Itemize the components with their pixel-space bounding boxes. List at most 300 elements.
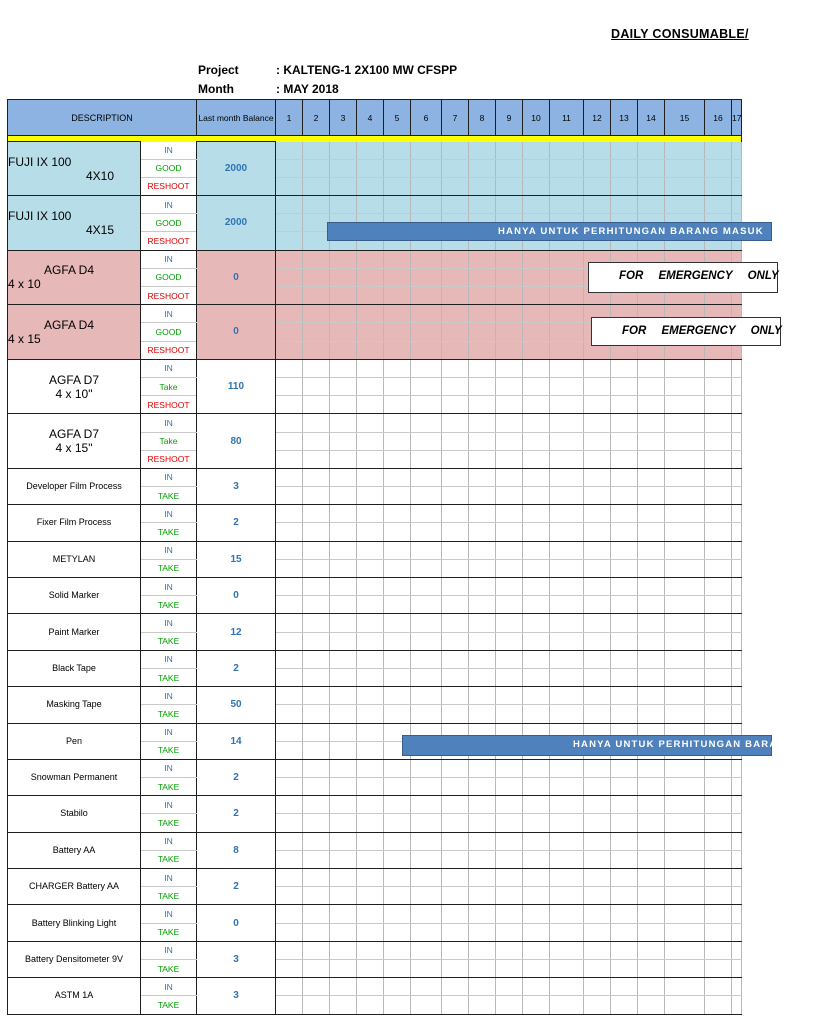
day-cell[interactable]	[496, 541, 523, 559]
day-cell[interactable]	[303, 377, 330, 395]
day-cell[interactable]	[732, 159, 742, 177]
day-cell[interactable]	[705, 850, 732, 868]
day-cell[interactable]	[442, 487, 469, 505]
day-cell[interactable]	[611, 850, 638, 868]
day-cell[interactable]	[384, 778, 411, 796]
day-cell[interactable]	[384, 268, 411, 286]
day-cell[interactable]	[411, 632, 442, 650]
day-cell[interactable]	[411, 978, 442, 996]
day-cell[interactable]	[442, 632, 469, 650]
day-cell[interactable]	[584, 850, 611, 868]
day-cell[interactable]	[330, 741, 357, 759]
day-cell[interactable]	[550, 541, 584, 559]
day-cell[interactable]	[611, 159, 638, 177]
day-cell[interactable]	[442, 505, 469, 523]
day-cell[interactable]	[496, 814, 523, 832]
day-cell[interactable]	[732, 978, 742, 996]
day-cell[interactable]	[732, 887, 742, 905]
day-cell[interactable]	[665, 432, 705, 450]
day-cell[interactable]	[550, 578, 584, 596]
day-cell[interactable]	[303, 687, 330, 705]
day-cell[interactable]	[469, 959, 496, 977]
day-cell[interactable]	[665, 159, 705, 177]
day-cell[interactable]	[442, 142, 469, 160]
day-cell[interactable]	[665, 632, 705, 650]
day-cell[interactable]	[411, 832, 442, 850]
day-cell[interactable]	[303, 559, 330, 577]
day-cell[interactable]	[411, 414, 442, 432]
day-cell[interactable]	[732, 941, 742, 959]
day-cell[interactable]	[469, 869, 496, 887]
day-cell[interactable]	[303, 250, 330, 268]
day-cell[interactable]	[665, 559, 705, 577]
day-cell[interactable]	[611, 869, 638, 887]
day-cell[interactable]	[303, 941, 330, 959]
day-cell[interactable]	[550, 341, 584, 359]
day-cell[interactable]	[411, 996, 442, 1014]
day-cell[interactable]	[523, 250, 550, 268]
day-cell[interactable]	[496, 287, 523, 305]
day-cell[interactable]	[705, 196, 732, 214]
day-cell[interactable]	[638, 487, 665, 505]
day-cell[interactable]	[411, 559, 442, 577]
day-cell[interactable]	[384, 432, 411, 450]
day-cell[interactable]	[411, 341, 442, 359]
day-cell[interactable]	[584, 668, 611, 686]
day-cell[interactable]	[357, 705, 384, 723]
day-cell[interactable]	[330, 468, 357, 486]
day-cell[interactable]	[523, 759, 550, 777]
day-cell[interactable]	[442, 359, 469, 377]
day-cell[interactable]	[550, 450, 584, 468]
day-cell[interactable]	[357, 632, 384, 650]
day-cell[interactable]	[523, 523, 550, 541]
day-cell[interactable]	[496, 377, 523, 395]
day-cell[interactable]	[665, 650, 705, 668]
day-cell[interactable]	[523, 814, 550, 832]
day-cell[interactable]	[357, 741, 384, 759]
day-cell[interactable]	[303, 359, 330, 377]
day-cell[interactable]	[496, 487, 523, 505]
day-cell[interactable]	[303, 741, 330, 759]
day-cell[interactable]	[638, 632, 665, 650]
day-cell[interactable]	[384, 814, 411, 832]
day-cell[interactable]	[550, 250, 584, 268]
day-cell[interactable]	[705, 632, 732, 650]
day-cell[interactable]	[276, 359, 303, 377]
day-cell[interactable]	[496, 523, 523, 541]
day-cell[interactable]	[550, 632, 584, 650]
day-cell[interactable]	[638, 396, 665, 414]
day-cell[interactable]	[732, 596, 742, 614]
day-cell[interactable]	[611, 650, 638, 668]
day-cell[interactable]	[584, 414, 611, 432]
day-cell[interactable]	[523, 287, 550, 305]
day-cell[interactable]	[665, 487, 705, 505]
day-cell[interactable]	[330, 905, 357, 923]
day-cell[interactable]	[550, 614, 584, 632]
day-cell[interactable]	[330, 632, 357, 650]
day-cell[interactable]	[611, 450, 638, 468]
day-cell[interactable]	[496, 705, 523, 723]
day-cell[interactable]	[411, 959, 442, 977]
day-cell[interactable]	[496, 978, 523, 996]
day-cell[interactable]	[496, 905, 523, 923]
day-cell[interactable]	[411, 541, 442, 559]
day-cell[interactable]	[330, 377, 357, 395]
day-cell[interactable]	[411, 523, 442, 541]
day-cell[interactable]	[442, 705, 469, 723]
day-cell[interactable]	[276, 214, 303, 232]
day-cell[interactable]	[638, 159, 665, 177]
day-cell[interactable]	[665, 814, 705, 832]
day-cell[interactable]	[330, 996, 357, 1014]
day-cell[interactable]	[705, 959, 732, 977]
day-cell[interactable]	[357, 578, 384, 596]
day-cell[interactable]	[705, 687, 732, 705]
day-cell[interactable]	[638, 196, 665, 214]
day-cell[interactable]	[442, 887, 469, 905]
day-cell[interactable]	[523, 796, 550, 814]
day-cell[interactable]	[732, 541, 742, 559]
day-cell[interactable]	[442, 414, 469, 432]
day-cell[interactable]	[411, 614, 442, 632]
day-cell[interactable]	[496, 268, 523, 286]
day-cell[interactable]	[384, 559, 411, 577]
day-cell[interactable]	[384, 396, 411, 414]
day-cell[interactable]	[384, 414, 411, 432]
day-cell[interactable]	[276, 142, 303, 160]
day-cell[interactable]	[303, 887, 330, 905]
day-cell[interactable]	[496, 559, 523, 577]
day-cell[interactable]	[384, 250, 411, 268]
day-cell[interactable]	[638, 377, 665, 395]
day-cell[interactable]	[611, 578, 638, 596]
day-cell[interactable]	[584, 814, 611, 832]
day-cell[interactable]	[732, 705, 742, 723]
day-cell[interactable]	[411, 468, 442, 486]
day-cell[interactable]	[611, 887, 638, 905]
day-cell[interactable]	[357, 196, 384, 214]
day-cell[interactable]	[469, 541, 496, 559]
day-cell[interactable]	[276, 996, 303, 1014]
day-cell[interactable]	[584, 796, 611, 814]
day-cell[interactable]	[496, 396, 523, 414]
day-cell[interactable]	[442, 341, 469, 359]
day-cell[interactable]	[442, 650, 469, 668]
day-cell[interactable]	[469, 196, 496, 214]
day-cell[interactable]	[384, 959, 411, 977]
day-cell[interactable]	[469, 978, 496, 996]
day-cell[interactable]	[276, 905, 303, 923]
day-cell[interactable]	[411, 268, 442, 286]
day-cell[interactable]	[732, 650, 742, 668]
day-cell[interactable]	[411, 505, 442, 523]
day-cell[interactable]	[330, 268, 357, 286]
day-cell[interactable]	[550, 359, 584, 377]
day-cell[interactable]	[384, 305, 411, 323]
day-cell[interactable]	[584, 159, 611, 177]
day-cell[interactable]	[276, 487, 303, 505]
day-cell[interactable]	[584, 559, 611, 577]
day-cell[interactable]	[611, 177, 638, 195]
day-cell[interactable]	[732, 614, 742, 632]
day-cell[interactable]	[638, 905, 665, 923]
day-cell[interactable]	[303, 432, 330, 450]
day-cell[interactable]	[357, 450, 384, 468]
day-cell[interactable]	[705, 578, 732, 596]
day-cell[interactable]	[442, 450, 469, 468]
day-cell[interactable]	[732, 196, 742, 214]
day-cell[interactable]	[705, 996, 732, 1014]
day-cell[interactable]	[357, 142, 384, 160]
day-cell[interactable]	[411, 923, 442, 941]
day-cell[interactable]	[469, 341, 496, 359]
day-cell[interactable]	[276, 450, 303, 468]
day-cell[interactable]	[523, 832, 550, 850]
day-cell[interactable]	[357, 778, 384, 796]
day-cell[interactable]	[584, 705, 611, 723]
day-cell[interactable]	[732, 487, 742, 505]
day-cell[interactable]	[611, 978, 638, 996]
day-cell[interactable]	[496, 668, 523, 686]
day-cell[interactable]	[276, 596, 303, 614]
day-cell[interactable]	[665, 578, 705, 596]
day-cell[interactable]	[550, 959, 584, 977]
day-cell[interactable]	[303, 905, 330, 923]
day-cell[interactable]	[523, 142, 550, 160]
day-cell[interactable]	[303, 450, 330, 468]
day-cell[interactable]	[665, 941, 705, 959]
day-cell[interactable]	[357, 341, 384, 359]
day-cell[interactable]	[276, 414, 303, 432]
day-cell[interactable]	[276, 687, 303, 705]
day-cell[interactable]	[276, 250, 303, 268]
day-cell[interactable]	[496, 832, 523, 850]
day-cell[interactable]	[384, 796, 411, 814]
day-cell[interactable]	[276, 759, 303, 777]
day-cell[interactable]	[303, 596, 330, 614]
day-cell[interactable]	[638, 559, 665, 577]
day-cell[interactable]	[330, 887, 357, 905]
day-cell[interactable]	[665, 505, 705, 523]
day-cell[interactable]	[384, 341, 411, 359]
day-cell[interactable]	[384, 323, 411, 341]
day-cell[interactable]	[584, 142, 611, 160]
day-cell[interactable]	[442, 614, 469, 632]
day-cell[interactable]	[411, 323, 442, 341]
day-cell[interactable]	[523, 687, 550, 705]
day-cell[interactable]	[330, 923, 357, 941]
day-cell[interactable]	[665, 778, 705, 796]
day-cell[interactable]	[276, 668, 303, 686]
day-cell[interactable]	[732, 796, 742, 814]
day-cell[interactable]	[330, 305, 357, 323]
day-cell[interactable]	[276, 796, 303, 814]
day-cell[interactable]	[411, 887, 442, 905]
day-cell[interactable]	[303, 796, 330, 814]
day-cell[interactable]	[411, 778, 442, 796]
day-cell[interactable]	[330, 668, 357, 686]
day-cell[interactable]	[411, 142, 442, 160]
day-cell[interactable]	[584, 359, 611, 377]
day-cell[interactable]	[584, 578, 611, 596]
day-cell[interactable]	[330, 959, 357, 977]
day-cell[interactable]	[303, 959, 330, 977]
day-cell[interactable]	[705, 377, 732, 395]
day-cell[interactable]	[705, 142, 732, 160]
day-cell[interactable]	[384, 359, 411, 377]
day-cell[interactable]	[638, 142, 665, 160]
day-cell[interactable]	[469, 832, 496, 850]
day-cell[interactable]	[411, 687, 442, 705]
day-cell[interactable]	[665, 359, 705, 377]
day-cell[interactable]	[384, 177, 411, 195]
day-cell[interactable]	[411, 287, 442, 305]
day-cell[interactable]	[611, 377, 638, 395]
day-cell[interactable]	[357, 869, 384, 887]
day-cell[interactable]	[384, 287, 411, 305]
day-cell[interactable]	[330, 341, 357, 359]
day-cell[interactable]	[584, 869, 611, 887]
day-cell[interactable]	[638, 941, 665, 959]
day-cell[interactable]	[330, 414, 357, 432]
day-cell[interactable]	[550, 705, 584, 723]
day-cell[interactable]	[550, 814, 584, 832]
day-cell[interactable]	[705, 159, 732, 177]
day-cell[interactable]	[638, 814, 665, 832]
day-cell[interactable]	[303, 214, 330, 232]
day-cell[interactable]	[523, 614, 550, 632]
day-cell[interactable]	[384, 632, 411, 650]
day-cell[interactable]	[611, 359, 638, 377]
day-cell[interactable]	[732, 578, 742, 596]
day-cell[interactable]	[705, 832, 732, 850]
day-cell[interactable]	[665, 959, 705, 977]
day-cell[interactable]	[496, 196, 523, 214]
day-cell[interactable]	[705, 523, 732, 541]
day-cell[interactable]	[469, 377, 496, 395]
day-cell[interactable]	[330, 759, 357, 777]
day-cell[interactable]	[611, 996, 638, 1014]
day-cell[interactable]	[550, 323, 584, 341]
day-cell[interactable]	[442, 869, 469, 887]
day-cell[interactable]	[523, 414, 550, 432]
day-cell[interactable]	[330, 559, 357, 577]
day-cell[interactable]	[303, 705, 330, 723]
day-cell[interactable]	[523, 177, 550, 195]
day-cell[interactable]	[705, 487, 732, 505]
day-cell[interactable]	[469, 778, 496, 796]
day-cell[interactable]	[496, 177, 523, 195]
day-cell[interactable]	[732, 668, 742, 686]
day-cell[interactable]	[584, 487, 611, 505]
day-cell[interactable]	[705, 559, 732, 577]
day-cell[interactable]	[611, 923, 638, 941]
day-cell[interactable]	[276, 505, 303, 523]
day-cell[interactable]	[276, 341, 303, 359]
day-cell[interactable]	[523, 468, 550, 486]
day-cell[interactable]	[469, 668, 496, 686]
day-cell[interactable]	[523, 959, 550, 977]
day-cell[interactable]	[442, 377, 469, 395]
day-cell[interactable]	[523, 996, 550, 1014]
day-cell[interactable]	[442, 305, 469, 323]
day-cell[interactable]	[665, 705, 705, 723]
day-cell[interactable]	[303, 778, 330, 796]
day-cell[interactable]	[550, 941, 584, 959]
day-cell[interactable]	[384, 650, 411, 668]
day-cell[interactable]	[442, 287, 469, 305]
day-cell[interactable]	[469, 487, 496, 505]
day-cell[interactable]	[732, 869, 742, 887]
day-cell[interactable]	[665, 796, 705, 814]
day-cell[interactable]	[496, 578, 523, 596]
day-cell[interactable]	[523, 487, 550, 505]
day-cell[interactable]	[384, 578, 411, 596]
day-cell[interactable]	[523, 923, 550, 941]
day-cell[interactable]	[705, 869, 732, 887]
day-cell[interactable]	[303, 305, 330, 323]
day-cell[interactable]	[442, 268, 469, 286]
day-cell[interactable]	[584, 905, 611, 923]
day-cell[interactable]	[550, 377, 584, 395]
day-cell[interactable]	[357, 832, 384, 850]
day-cell[interactable]	[357, 523, 384, 541]
day-cell[interactable]	[276, 941, 303, 959]
day-cell[interactable]	[469, 905, 496, 923]
day-cell[interactable]	[469, 850, 496, 868]
day-cell[interactable]	[469, 505, 496, 523]
day-cell[interactable]	[638, 177, 665, 195]
day-cell[interactable]	[584, 468, 611, 486]
day-cell[interactable]	[303, 232, 330, 250]
day-cell[interactable]	[442, 832, 469, 850]
day-cell[interactable]	[550, 505, 584, 523]
day-cell[interactable]	[496, 159, 523, 177]
day-cell[interactable]	[550, 759, 584, 777]
day-cell[interactable]	[411, 432, 442, 450]
day-cell[interactable]	[665, 468, 705, 486]
day-cell[interactable]	[384, 541, 411, 559]
day-cell[interactable]	[732, 559, 742, 577]
day-cell[interactable]	[665, 414, 705, 432]
day-cell[interactable]	[276, 559, 303, 577]
day-cell[interactable]	[330, 869, 357, 887]
day-cell[interactable]	[705, 596, 732, 614]
day-cell[interactable]	[611, 596, 638, 614]
day-cell[interactable]	[442, 196, 469, 214]
day-cell[interactable]	[411, 941, 442, 959]
day-cell[interactable]	[496, 359, 523, 377]
day-cell[interactable]	[611, 705, 638, 723]
day-cell[interactable]	[550, 850, 584, 868]
day-cell[interactable]	[469, 414, 496, 432]
day-cell[interactable]	[330, 941, 357, 959]
day-cell[interactable]	[276, 650, 303, 668]
day-cell[interactable]	[411, 396, 442, 414]
day-cell[interactable]	[303, 578, 330, 596]
day-cell[interactable]	[584, 377, 611, 395]
day-cell[interactable]	[357, 723, 384, 741]
day-cell[interactable]	[303, 996, 330, 1014]
day-cell[interactable]	[550, 596, 584, 614]
day-cell[interactable]	[303, 487, 330, 505]
day-cell[interactable]	[276, 159, 303, 177]
day-cell[interactable]	[496, 142, 523, 160]
day-cell[interactable]	[469, 268, 496, 286]
day-cell[interactable]	[276, 177, 303, 195]
